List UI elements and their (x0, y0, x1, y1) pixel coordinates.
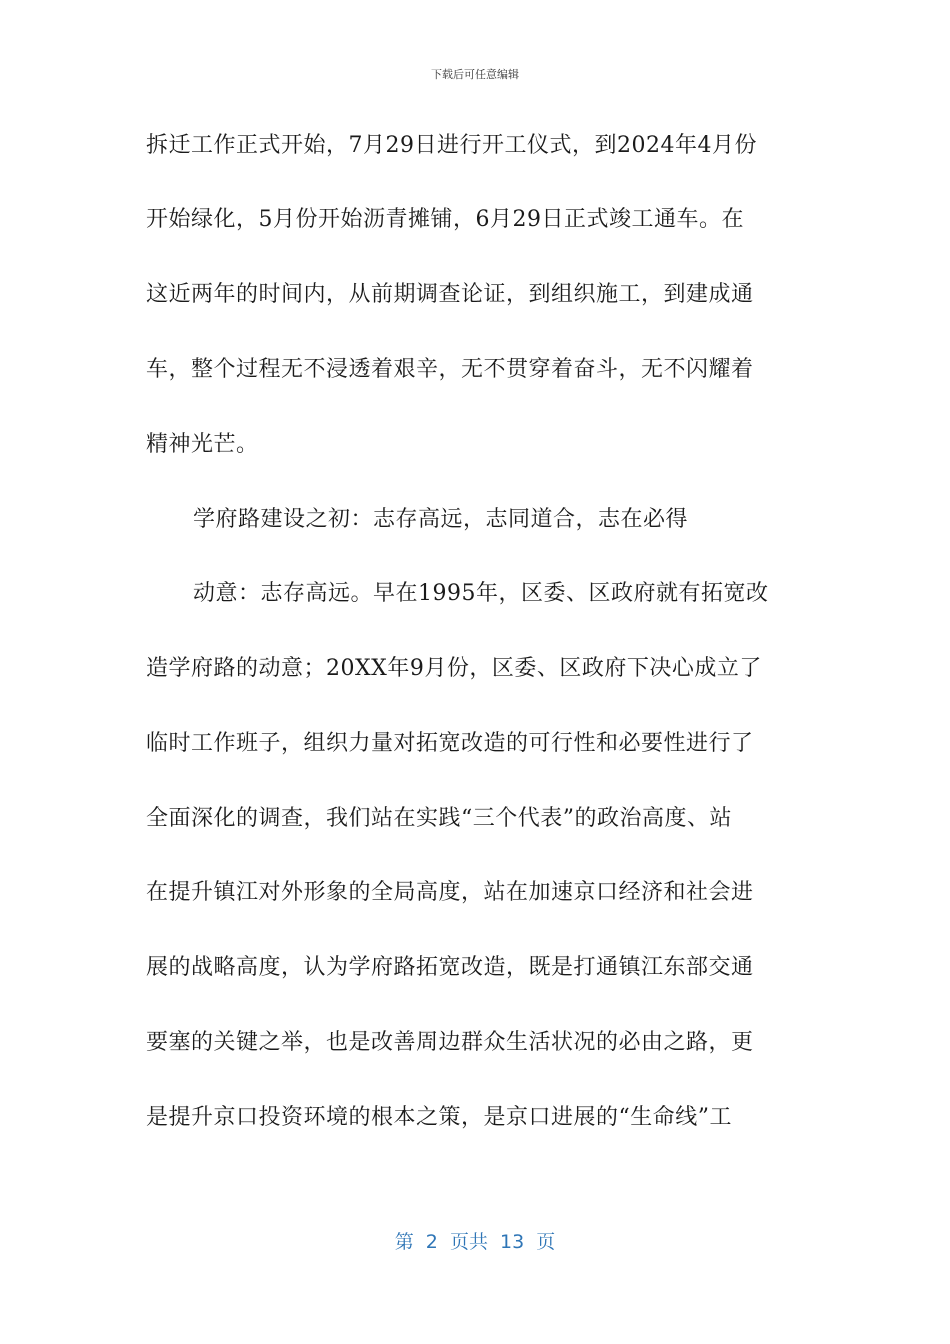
text-line: 车，整个过程无不浸透着艰辛，无不贯穿着奋斗，无不闪耀着 (146, 357, 754, 382)
text-line: 开始绿化，5月份开始沥青摊铺，6月29日正式竣工通车。在 (146, 207, 744, 232)
text-line: 动意：志存高远。早在1995年，区委、区政府就有拓宽改 (193, 581, 769, 606)
text-line: 临时工作班子，组织力量对拓宽改造的可行性和必要性进行了 (146, 731, 754, 756)
text-line: 是提升京口投资环境的根本之策，是京口进展的“生命线”工 (146, 1105, 732, 1130)
section-heading: 学府路建设之初：志存高远，志同道合，志在必得 (193, 507, 689, 532)
text-line: 展的战略高度，认为学府路拓宽改造，既是打通镇江东部交通 (146, 955, 754, 980)
text-line: 在提升镇江对外形象的全局高度，站在加速京口经济和社会进 (146, 880, 754, 905)
text-line: 拆迁工作正式开始，7月29日进行开工仪式，到2024年4月份 (146, 133, 757, 158)
text-line: 精神光芒。 (146, 432, 259, 457)
page-number-footer: 第 2 页共 13 页 (394, 1231, 556, 1253)
text-line: 要塞的关键之举，也是改善周边群众生活状况的必由之路，更 (146, 1030, 754, 1055)
text-line: 全面深化的调查，我们站在实践“三个代表”的政治高度、站 (146, 806, 732, 831)
text-line: 造学府路的动意；20XX年9月份，区委、区政府下决心成立了 (146, 656, 762, 681)
page-header-note: 下载后可任意编辑 (431, 68, 519, 81)
text-line: 这近两年的时间内，从前期调查论证，到组织施工，到建成通 (146, 282, 754, 307)
